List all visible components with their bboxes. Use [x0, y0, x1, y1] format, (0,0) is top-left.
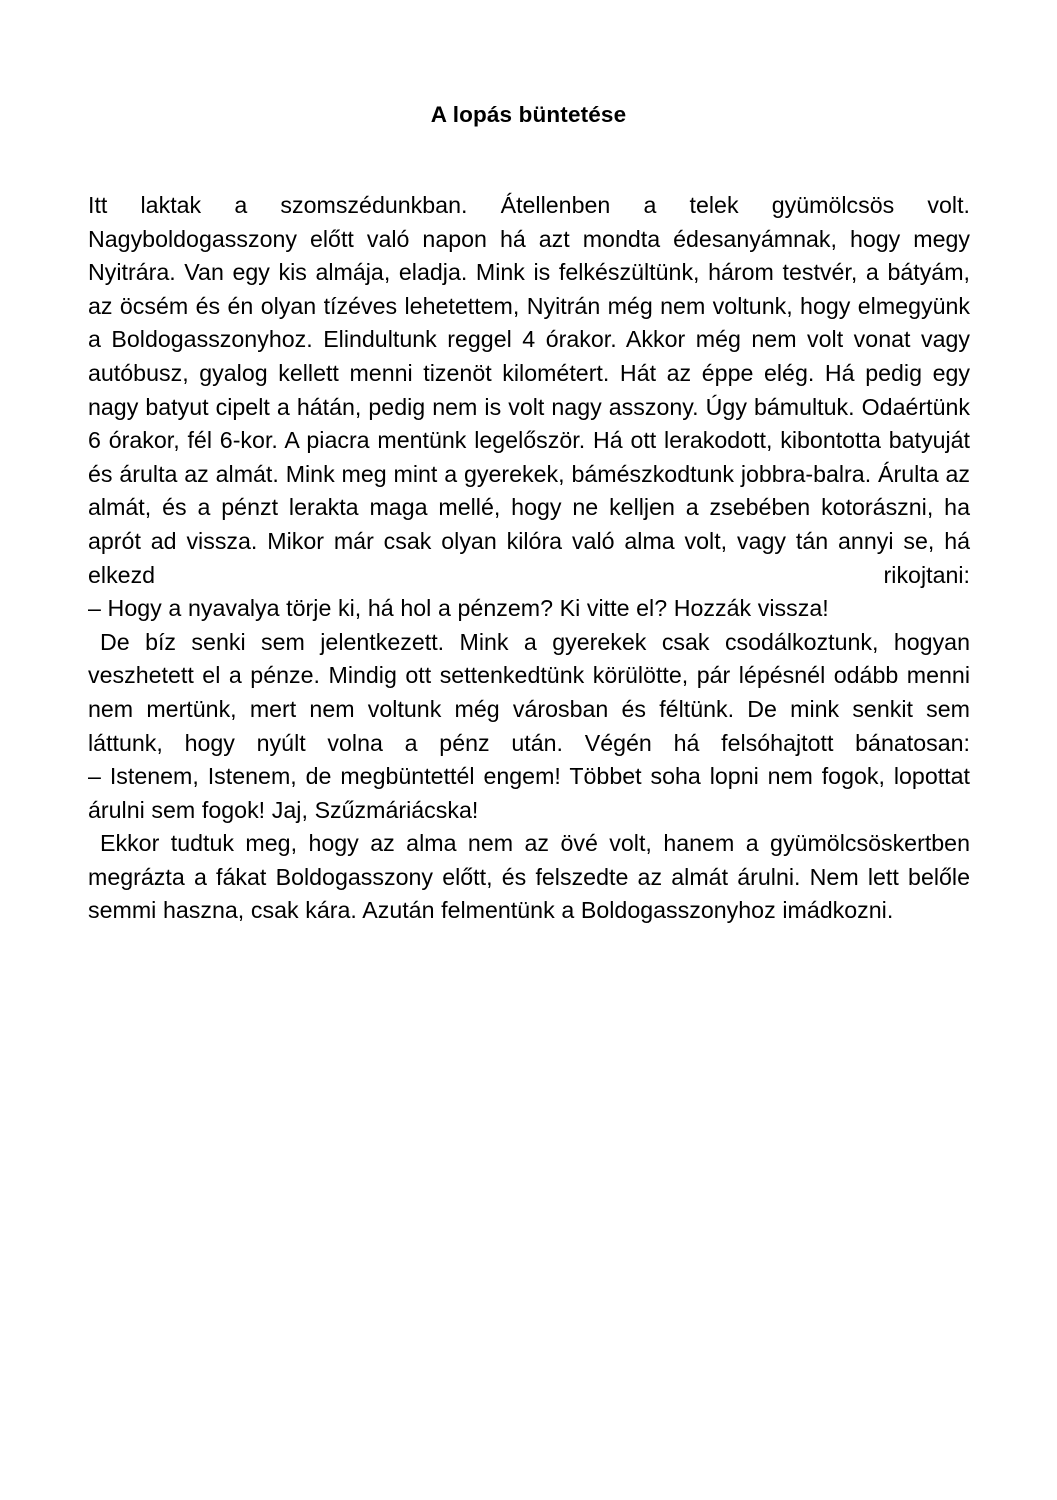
page-title: A lopás büntetése — [430, 102, 627, 128]
document-body — [88, 189, 970, 928]
paragraph-dialogue-2: – Istenem, Istenem, de megbüntettél engem! Többet soha lopni nem fogok, lopottat árulni sem fogok! Jaj, Szűzmáriácska! — [88, 763, 970, 823]
paragraph-narrative-2: De bíz senki sem jelentkezett. Mink a gyerekek csak csodálkoztunk, hogyan veszhetett el a pénze. Mindig ott settenkedtünk körülötte, pár lépésnél odább menni nem mertünk, mert nem voltunk még városban és féltünk. De mink senkit sem láttunk, hogy nyúlt volna a pénz után. Végén há felsóhajtott bánatosan: — [88, 628, 970, 756]
paragraph-narrative-1: Itt laktak a szomszédunkban. Átellenben a telek gyümölcsös volt. Nagyboldogasszony előtt való napon há azt mondta édesanyámnak, hogy megy Nyitrára. Van egy kis almája, eladja. Mink is felkészültünk, három testvér, a bátyám, az öcsém és én olyan tízéves lehetettem, Nyitrán még nem voltunk, hogy elmegyünk a Boldogasszonyhoz. Elindultunk reggel 4 órakor. Akkor még nem volt vonat vagy autóbusz, gyalog kellett menni tizenöt kilométert. Hát az éppe elég. Há pedig egy nagy batyut cipelt a hátán, pedig nem is volt nagy asszony. Úgy bámultuk. Odaértünk 6 órakor, fél 6-kor. A piacra mentünk legelőször. Há ott lerakodott, kibontotta batyuját és árulta az almát. Mink meg mint a gyerekek, bámészkodtunk jobbra-balra. Árulta az almát, és a pénzt lerakta maga mellé, hogy ne kelljen a zsebében kotorászni, ha aprót ad vissza. Mikor már csak olyan kilóra való alma volt, vagy tán annyi se, há elkezd rikojtani: — [88, 192, 970, 588]
paragraph-dialogue-1: – Hogy a nyavalya törje ki, há hol a pénzem? Ki vitte el? Hozzák vissza! — [88, 595, 829, 622]
paragraph-narrative-3: Ekkor tudtuk meg, hogy az alma nem az övé volt, hanem a gyümölcsöskertben megrázta a fákat Boldogasszony előtt, és felszedte az almát árulni. Nem lett belőle semmi haszna, csak kára. Azután felmentünk a Boldogasszonyhoz imádkozni. — [88, 830, 970, 924]
